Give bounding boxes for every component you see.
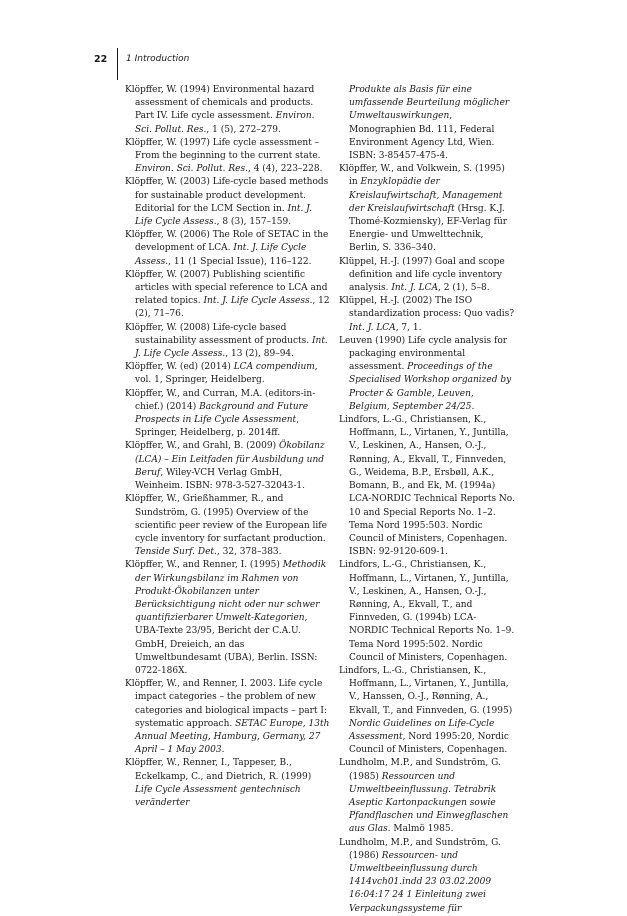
reference-post: , Monographien Bd. 111, Federal Environment Agency Ltd, Wien. ISBN: 3-85457-475-4.: [349, 111, 495, 162]
reference-post: , vol. 1, Springer, Heidelberg.: [135, 362, 318, 386]
reference-post: , 2 (1), 5–8.: [438, 283, 490, 294]
reference-entry: [339, 757, 515, 836]
reference-pre: Lundholm, M.P., and Sundström, G. (1986): [339, 837, 501, 861]
reference-entry: [339, 665, 515, 757]
reference-ital: Int. J. Life Cycle Assess.: [135, 243, 307, 267]
reference-ital: Int. J. LCA: [391, 283, 439, 294]
reference-ital: Methodik der Wirkungsbilanz im Rahmen von Produkt-Ökobilanzen unter Berücksichtigung nicht oder nur schwer quantifizierbarer Umwelt-Kategorien: [135, 560, 327, 624]
reference-pre: Leuven (1990) Life cycle analysis for packaging environmental assessment.: [339, 335, 508, 373]
reference-pre: Klöpffer, W. (2008) Life-cycle based sustainability assessment of products.: [125, 322, 312, 346]
running-header: [0, 44, 627, 84]
reference-post: , 13 (2), 89–94.: [225, 349, 295, 360]
reference-ital: Int. J. Life Cycle Assess.: [203, 296, 313, 307]
reference-entry: [125, 388, 330, 441]
reference-pre: Klöpffer, W. (2007) Publishing scientific articles with special reference to LCA and related topics.: [125, 269, 328, 307]
reference-pre: Klöpffer, W., and Volkwein, S. (1995) in: [339, 164, 505, 188]
reference-post: , 4 (4), 223–228.: [247, 164, 323, 175]
reference-pre: Klöpffer, W., Renner, I., Tappeser, B., Eckelkamp, C., and Dietrich, R. (1999): [125, 758, 312, 782]
reference-ital: Nordic Guidelines on Life-Cycle Assessment: [349, 718, 495, 742]
reference-ital: SETAC Europe, 13th Annual Meeting, Hamburg, Germany, 27 April – 1 May 2003: [135, 718, 330, 756]
reference-entry: [125, 322, 330, 362]
reference-entry: [339, 163, 515, 255]
references-column-left: [125, 84, 330, 810]
reference-pre: Klöpffer, W. (2006) The Role of SETAC in the development of LCA.: [125, 230, 329, 254]
reference-post: , Wiley-VCH Verlag GmbH, Weinheim. ISBN: 978-3-527-32043-1.: [135, 467, 306, 492]
reference-entry: [339, 414, 515, 559]
reference-ital: Environ. Sci. Pollut. Res.: [135, 164, 248, 175]
reference-ital: Background and Future Prospects in Life Cycle Assessment: [135, 401, 309, 426]
reference-ital: Enzyklopädie der Kreislaufwirtschaft, Management der Kreislaufwirtschaft: [349, 177, 503, 214]
reference-entry: [339, 559, 515, 665]
reference-ital: Int. J. Life Cycle Assess.: [135, 335, 328, 360]
reference-post: , 12 (2), 71–76.: [135, 296, 330, 320]
reference-post: .: [221, 745, 225, 756]
reference-pre: Lindfors, L.-G., Christiansen, K., Hoffmann, L., Virtanen, Y., Juntilla, V., Leskinen, A., Hansen, O.-J., Rønning, A., Ekvall, T., Finnveden, G., Weidema, B.P., Ersbøll, A.K., Bomann, B., and Ek, M. (1994a) LCA-NORDIC Technical Reports No. 10 and Special Reports No. 1–2. Tema Nord 1995:503. Nordic Council of Ministers, Copenhagen. ISBN: 92-9120-609-1.: [339, 415, 515, 558]
reference-post: , 1 (5), 272–279.: [206, 124, 281, 135]
reference-post: Malmö 1985.: [390, 824, 454, 835]
reference-ital: Environ. Sci. Pollut. Res.: [135, 111, 315, 135]
reference-ital: Life Cycle Assessment gentechnisch veränderter: [135, 784, 301, 808]
reference-ital: Int. J. Life Cycle Assess.: [135, 203, 312, 228]
reference-entry: [339, 335, 515, 414]
reference-entry: [339, 256, 515, 296]
reference-pre: Klöpffer, W. (1994) Environmental hazard assessment of chemicals and products. Part IV. Life cycle assessment.: [125, 85, 315, 122]
reference-pre: Klöpffer, W., Grießhammer, R., and Sundström, G. (1995) Overview of the scientific peer review of the European life cycle inventory for surfactant production.: [125, 494, 327, 544]
reference-post: .: [471, 401, 475, 412]
reference-post: , UBA-Texte 23/95, Bericht der C.A.U. GmbH, Dreieich, an das Umweltbundesamt (UBA), Berlin. ISSN: 0722-186X.: [135, 613, 318, 676]
reference-entry: [125, 84, 330, 137]
reference-ital: Proceedings of the Specialised Workshop organized by Procter & Gamble, Leuven, Belgium, September 24/25: [349, 362, 512, 412]
reference-entry: [125, 229, 330, 269]
reference-entry: [125, 176, 330, 229]
reference-entry: [125, 493, 330, 559]
reference-entry: [339, 837, 515, 916]
reference-entry: [125, 269, 330, 322]
reference-pre: Klöpffer, W. (ed) (2014): [125, 362, 234, 373]
reference-pre: Klöpffer, W., and Curran, M.A. (editors-in-chief.) (2014): [125, 388, 316, 412]
reference-entry: [125, 137, 330, 177]
reference-pre: Lundholm, M.P., and Sundström, G. (1985): [339, 758, 501, 782]
reference-ital: Int. J. LCA: [349, 322, 396, 333]
reference-ital: LCA compendium: [233, 362, 315, 373]
reference-entry: [125, 559, 330, 678]
reference-entry: [339, 295, 515, 335]
reference-pre: Klüppel, H.-J. (2002) The ISO standardization process: Quo vadis?: [339, 296, 515, 320]
reference-pre: Lindfors, L.-G., Christiansen, K., Hoffmann, L., Virtanen, Y., Juntilla, V., Leskinen, A., Hansen, O.-J., Rønning, A., Ekvall, T., and Finnveden, G. (1994b) LCA-NORDIC Technical Reports No. 1–9. Tema Nord 1995:502. Nordic Council of Ministers, Copenhagen.: [339, 560, 515, 663]
reference-pre: Klöpffer, W., and Renner, I. 2003. Life cycle impact categories – the problem of new categories and biological impacts – part I: systematic approach.: [125, 679, 327, 729]
references-column-right: [339, 84, 515, 916]
reference-post: , Springer, Heidelberg, p. 2014ff.: [135, 415, 300, 439]
page-number: 22: [94, 54, 108, 65]
reference-post: , 8 (3), 157–159.: [216, 217, 292, 228]
reference-ital: Produkte als Basis für eine umfassende Beurteilung möglicher Umweltauswirkungen: [349, 85, 510, 122]
reference-entry: [125, 440, 330, 493]
chapter-title: 1 Introduction: [126, 54, 190, 64]
reference-pre: Klöpffer, W. (1997) Life cycle assessment – From the beginning to the current state.: [125, 137, 321, 162]
reference-entry: [125, 678, 330, 757]
reference-ital: Ressourcen- und Umweltbeeinflussung durch 1414vch01.indd 23 03.02.2009 16:04:17 24 1 Einleitung zwei Verpackungssysteme für: [349, 850, 492, 914]
reference-entry: [339, 84, 515, 163]
reference-ital: Tenside Surf. Det.: [135, 547, 217, 558]
reference-post: (Hrsg. K.J. Thomé-Kozmiensky), EF-Verlag für Energie- und Umwelttechnik, Berlin, S. 336–340.: [349, 203, 508, 254]
reference-pre: Klöpffer, W. (2003) Life-cycle based methods for sustainable product development. Editorial for the LCM Section in.: [125, 177, 329, 214]
reference-entry: [125, 361, 330, 387]
reference-post: , 7, 1.: [395, 322, 422, 333]
reference-post: , 11 (1 Special Issue), 116–122.: [168, 256, 312, 267]
reference-post: , 32, 378–383.: [216, 547, 282, 558]
reference-ital: Ressourcen und Umweltbeeinflussung. Tetrabrik Aseptic Kartonpackungen sowie Pfandflaschen und Einwegflaschen aus Glas.: [349, 771, 509, 835]
reference-pre: Lindfors, L.-G., Christiansen, K., Hoffmann, L., Virtanen, Y., Juntilla, V., Hanssen, O.-J., Rønning, A., Ekvall, T., and Finnveden, G. (1995): [339, 665, 513, 716]
reference-pre: Klöpffer, W., and Grahl, B. (2009): [125, 441, 279, 452]
reference-pre: Klüppel, H.-J. (1997) Goal and scope definition and life cycle inventory analysis.: [339, 256, 505, 294]
header-divider: [117, 48, 118, 80]
reference-pre: Klöpffer, W., and Renner, I. (1995): [125, 560, 283, 571]
reference-entry: [125, 757, 330, 810]
reference-post: , Nord 1995:20, Nordic Council of Ministers, Copenhagen.: [349, 731, 509, 756]
reference-ital: Ökobilanz (LCA) – Ein Leitfaden für Ausbildung und Beruf: [135, 441, 325, 478]
